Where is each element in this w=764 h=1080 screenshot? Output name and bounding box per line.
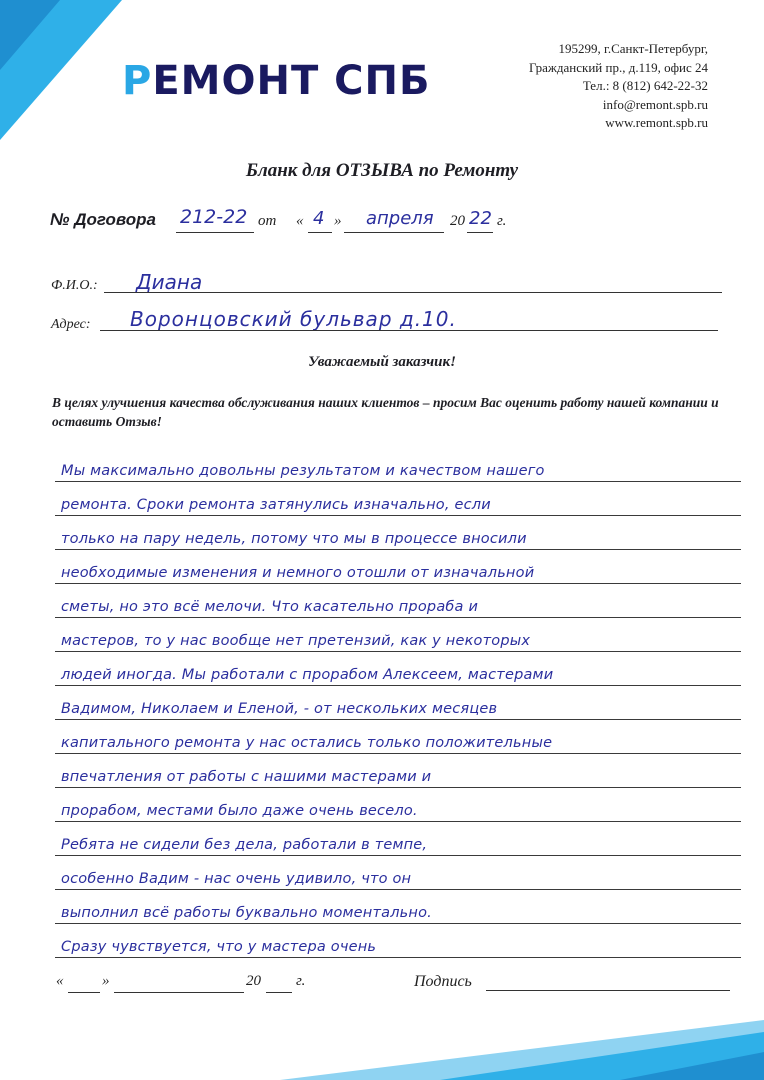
- review-line: необходимые изменения и немного отошли от изначальной: [55, 549, 741, 584]
- greeting: Уважаемый заказчик!: [308, 354, 456, 370]
- company-logo: [122, 58, 430, 104]
- logo-text: ЕМОНТ СПБ: [152, 58, 431, 104]
- review-line: впечатления от работы с нашими мастерами и: [55, 753, 741, 788]
- contract-label: № Договора: [50, 210, 156, 229]
- review-line: только на пару недель, потому что мы в процессе вносили: [55, 515, 741, 550]
- year-value: 22: [469, 208, 492, 229]
- footer-date-close-quote: »: [102, 973, 110, 989]
- date-from-label: от: [258, 213, 277, 229]
- review-line: Сразу чувствуется, что у мастера очень: [55, 923, 741, 958]
- review-line: ремонта. Сроки ремонта затянулись изначально, если: [55, 481, 741, 516]
- review-line: мастеров, то у нас вообще нет претензий, как у некоторых: [55, 617, 741, 652]
- contact-email: info@remont.spb.ru: [602, 96, 708, 112]
- contact-address-line: Гражданский пр., д.119, офис 24: [528, 59, 708, 75]
- footer-date-open-quote: «: [56, 973, 64, 989]
- fio-label: Ф.И.О.:: [51, 278, 98, 293]
- review-line: капитального ремонта у нас остались только положительные: [55, 719, 741, 754]
- logo-letter: Р: [122, 58, 153, 104]
- review-line: прорабом, местами было даже очень весело.: [55, 787, 741, 822]
- review-line: выполнил всё работы буквально моментально.: [55, 889, 741, 924]
- contact-phone: Тел.: 8 (812) 642-22-32: [582, 78, 708, 93]
- footer-year-suffix: г.: [296, 973, 306, 989]
- date-month: апреля: [366, 208, 434, 229]
- intro-text: В целях улучшения качества обслуживания наших клиентов – просим Вас оценить работу нашей компании и оставить Отзыв!: [52, 395, 719, 429]
- form-title: Бланк для ОТЗЫВА по Ремонту: [245, 160, 519, 181]
- company-contacts: [529, 40, 708, 133]
- review-line: Мы максимально довольны результатом и качеством нашего: [55, 447, 741, 482]
- contact-website: www.remont.spb.ru: [605, 115, 708, 130]
- fio-value: Диана: [136, 270, 203, 294]
- contact-address-line: 195299, г.Санкт-Петербург,: [558, 41, 708, 56]
- year-suffix: г.: [497, 213, 507, 229]
- corner-decoration-bottom-right: [0, 1010, 764, 1080]
- address-label: Адрес:: [51, 317, 91, 332]
- review-line: людей иногда. Мы работали с прорабом Алексеем, мастерами: [55, 651, 741, 686]
- date-close-quote: »: [334, 213, 342, 229]
- date-day: 4: [313, 208, 325, 229]
- review-line: сметы, но это всё мелочи. Что касательно прораба и: [55, 583, 741, 618]
- review-line: Вадимом, Николаем и Еленой, - от нескольких месяцев: [55, 685, 741, 720]
- review-line: особенно Вадим - нас очень удивило, что он: [55, 855, 741, 890]
- review-line: Ребята не сидели без дела, работали в темпе,: [55, 821, 741, 856]
- address-value: Воронцовский бульвар д.10.: [130, 307, 457, 331]
- signature-label: Подпись: [414, 973, 472, 990]
- contract-number: 212-22: [180, 206, 248, 228]
- corner-decoration-top-left: [0, 0, 130, 150]
- footer-year-prefix: 20: [246, 973, 261, 989]
- year-prefix: 20: [450, 213, 465, 229]
- date-open-quote: «: [296, 213, 304, 229]
